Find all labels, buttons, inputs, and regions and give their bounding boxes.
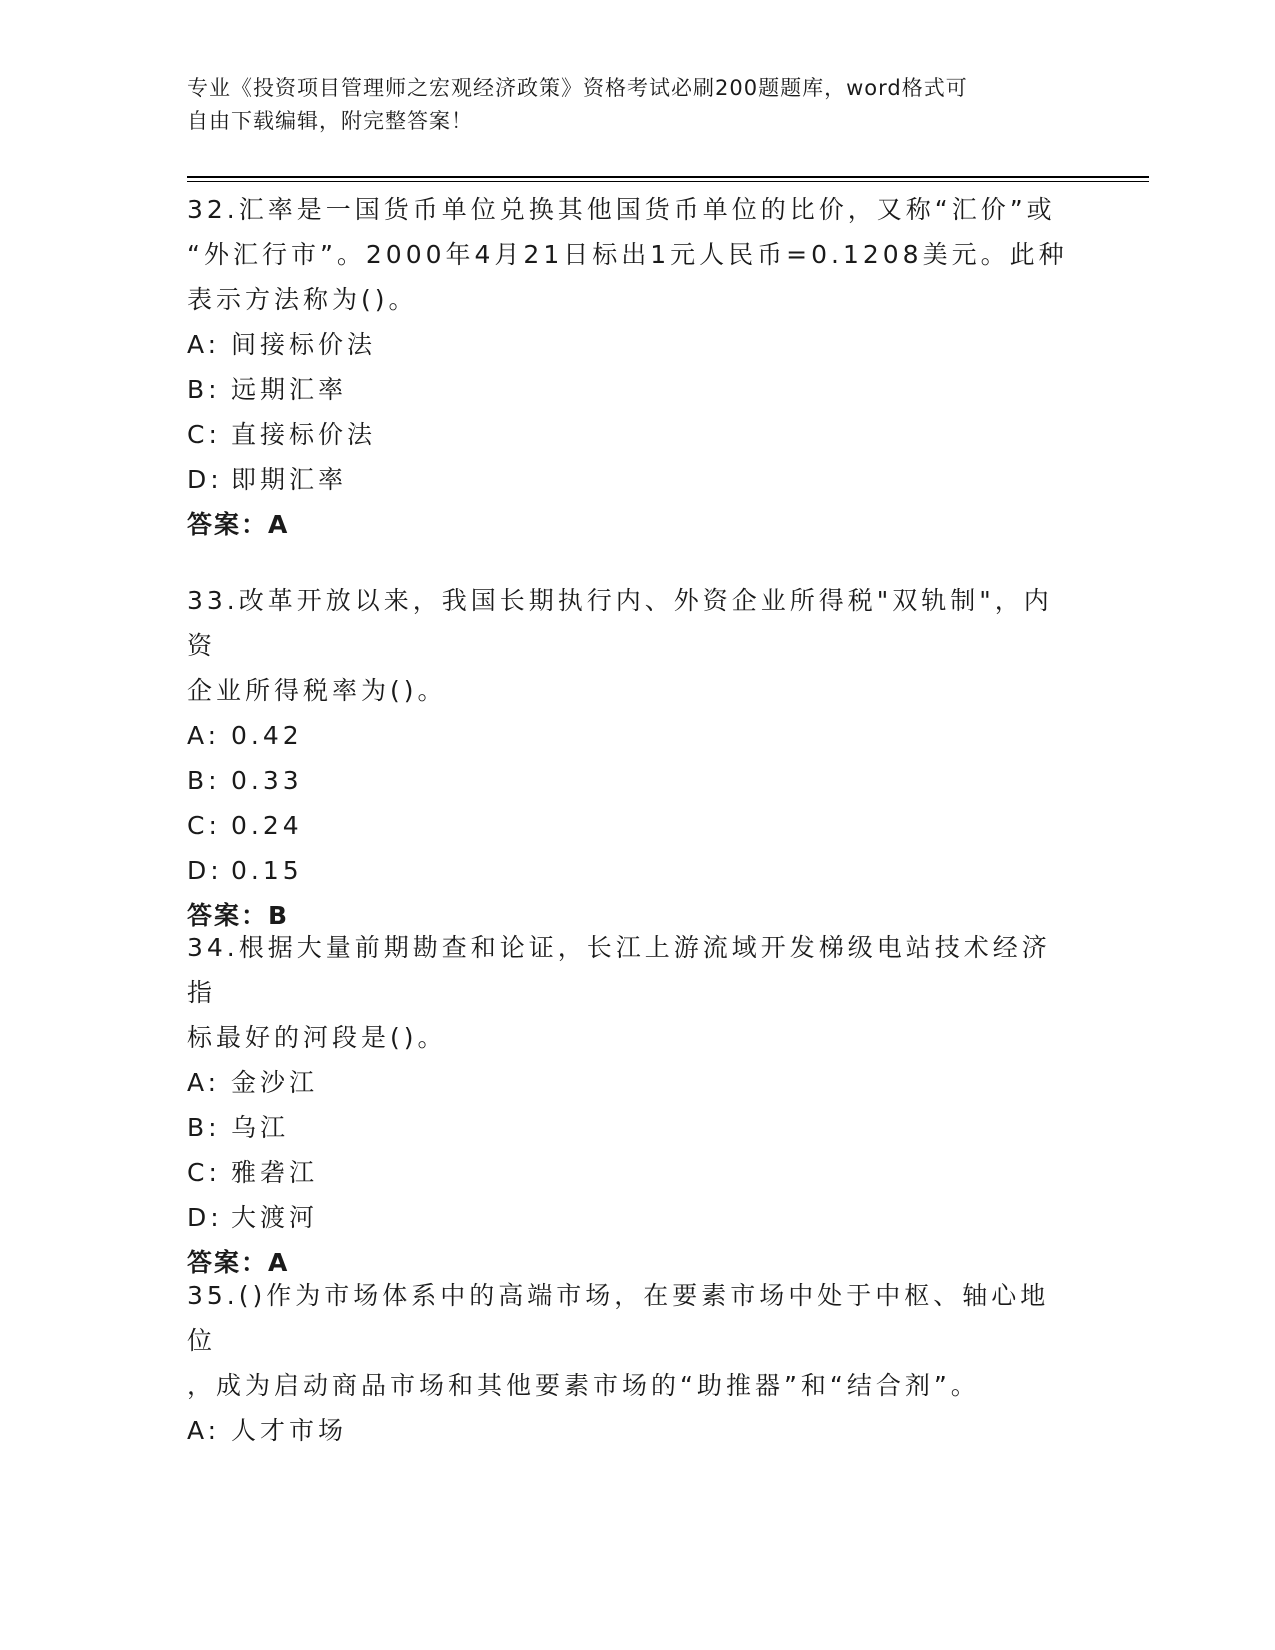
question-34 bbox=[187, 925, 1077, 1285]
option-text: 人才市场 bbox=[231, 1416, 348, 1445]
option-a bbox=[187, 1060, 1077, 1105]
stem-line: 34.根据大量前期勘查和论证，长江上游流域开发梯级电站技术经济指 bbox=[187, 933, 1051, 1007]
option-letter: A: bbox=[187, 1416, 221, 1445]
option-letter: B: bbox=[187, 375, 221, 404]
option-letter: D: bbox=[187, 856, 223, 885]
option-text: 0.42 bbox=[231, 721, 303, 750]
stem-line: 33.改革开放以来，我国长期执行内、外资企业所得税"双轨制"，内资 bbox=[187, 586, 1053, 660]
option-c bbox=[187, 803, 1077, 848]
option-letter: A: bbox=[187, 721, 221, 750]
stem-line: 表示方法称为()。 bbox=[187, 285, 418, 314]
option-text: 金沙江 bbox=[231, 1068, 319, 1097]
option-letter: C: bbox=[187, 420, 221, 449]
option-letter: B: bbox=[187, 766, 221, 795]
option-letter: B: bbox=[187, 1113, 221, 1142]
option-letter: C: bbox=[187, 811, 221, 840]
option-c bbox=[187, 412, 1077, 457]
option-text: 远期汇率 bbox=[231, 375, 348, 404]
question-32 bbox=[187, 187, 1077, 547]
option-b bbox=[187, 1105, 1077, 1150]
option-b bbox=[187, 758, 1077, 803]
question-stem bbox=[187, 925, 1077, 1060]
question-stem bbox=[187, 187, 1077, 322]
header-line-2: 自由下载编辑，附完整答案！ bbox=[187, 109, 473, 133]
option-d bbox=[187, 457, 1077, 502]
option-a bbox=[187, 322, 1077, 367]
option-text: 0.33 bbox=[231, 766, 303, 795]
stem-line: 32.汇率是一国货币单位兑换其他国货币单位的比价，又称“汇价”或 bbox=[187, 195, 1056, 224]
header-line-1: 专业《投资项目管理师之宏观经济政策》资格考试必刷200题题库，word格式可 bbox=[187, 76, 968, 100]
stem-line: 标最好的河段是()。 bbox=[187, 1023, 447, 1052]
option-d bbox=[187, 1195, 1077, 1240]
header-divider-thin bbox=[187, 181, 1149, 182]
stem-line: 35.()作为市场体系中的高端市场，在要素市场中处于中枢、轴心地位 bbox=[187, 1281, 1050, 1355]
option-text: 0.15 bbox=[231, 856, 303, 885]
answer-label: 答案：A bbox=[187, 510, 290, 539]
option-text: 即期汇率 bbox=[231, 465, 348, 494]
option-text: 乌江 bbox=[231, 1113, 290, 1142]
option-letter: A: bbox=[187, 330, 221, 359]
option-text: 0.24 bbox=[231, 811, 303, 840]
option-letter: C: bbox=[187, 1158, 221, 1187]
option-letter: D: bbox=[187, 465, 223, 494]
question-35 bbox=[187, 1273, 1077, 1453]
question-stem bbox=[187, 578, 1077, 713]
option-text: 大渡河 bbox=[231, 1203, 319, 1232]
option-letter: D: bbox=[187, 1203, 223, 1232]
option-letter: A: bbox=[187, 1068, 221, 1097]
answer-label: 答案：B bbox=[187, 901, 290, 930]
question-33 bbox=[187, 578, 1077, 938]
question-stem bbox=[187, 1273, 1077, 1408]
stem-line: “外汇行市”。2000年4月21日标出1元人民币=0.1208美元。此种 bbox=[187, 240, 1068, 269]
option-b bbox=[187, 367, 1077, 412]
option-a bbox=[187, 1408, 1077, 1453]
stem-line: 企业所得税率为()。 bbox=[187, 676, 447, 705]
stem-line: ，成为启动商品市场和其他要素市场的“助推器”和“结合剂”。 bbox=[187, 1371, 980, 1400]
header-divider-thick bbox=[187, 176, 1149, 178]
option-text: 间接标价法 bbox=[231, 330, 377, 359]
option-text: 雅砻江 bbox=[231, 1158, 319, 1187]
option-text: 直接标价法 bbox=[231, 420, 377, 449]
document-header bbox=[187, 72, 1067, 138]
option-a bbox=[187, 713, 1077, 758]
option-d bbox=[187, 848, 1077, 893]
option-c bbox=[187, 1150, 1077, 1195]
answer-label: 答案：A bbox=[187, 1248, 290, 1277]
